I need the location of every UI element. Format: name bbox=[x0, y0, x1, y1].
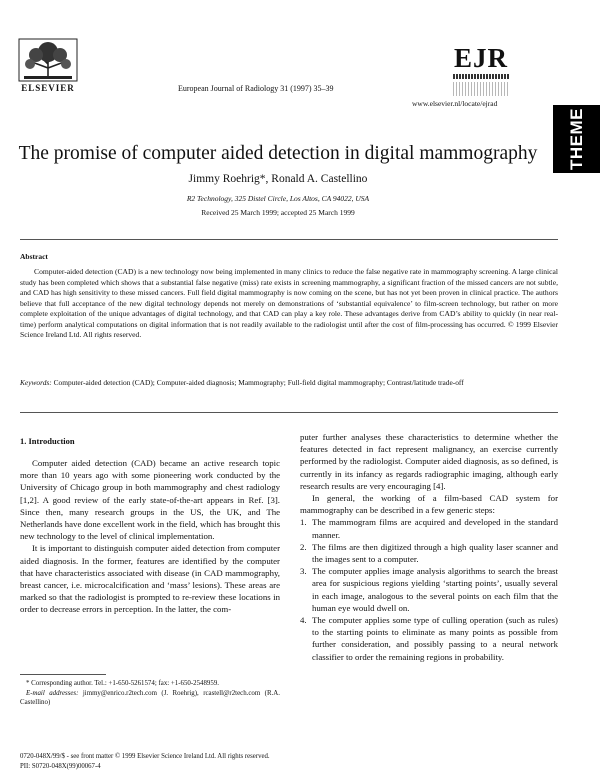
abstract-heading: Abstract bbox=[20, 252, 48, 261]
steps-list bbox=[300, 516, 558, 662]
divider bbox=[20, 412, 558, 413]
list-item bbox=[300, 565, 558, 614]
journal-url[interactable]: www.elsevier.nl/locate/ejrad bbox=[412, 99, 498, 108]
elsevier-tree-icon bbox=[18, 38, 78, 82]
list-item bbox=[300, 516, 558, 540]
journal-citation: European Journal of Radiology 31 (1997) 35–39 bbox=[178, 84, 334, 93]
article-title: The promise of computer aided detection in digital mammography bbox=[18, 143, 538, 164]
left-column bbox=[20, 457, 280, 616]
email-addresses[interactable]: jimmy@enrico.r2tech.com (J. Roehrig), rcastell@r2tech.com (R.A. Castellino) bbox=[20, 689, 280, 706]
list-number: 2. bbox=[300, 541, 307, 552]
journal-logo bbox=[453, 44, 509, 96]
logo-bar bbox=[453, 74, 509, 79]
list-text: The computer applies some type of culling operation (such as rules) to the starting points to eliminate as many points as possible from further consideration, and possibly passing to a neural network classifier to order the remaining regions in probability. bbox=[312, 615, 558, 662]
section-tab bbox=[553, 105, 600, 173]
journal-logo-text: EJR bbox=[453, 43, 508, 73]
author-affiliation: R2 Technology, 325 Distel Circle, Los Altos, CA 94022, USA bbox=[186, 194, 370, 203]
body-paragraph: It is important to distinguish computer aided detection from computer aided diagnosis. In the former, features are identified by the computer that have characteristics associated with disease (in CAD mammography, breast cancer, i.e. microcalcification and ‘mass’ lesions). These areas are marked so that the radiologist is prompted to re-review these locations in order to decrease errors in perception. In the latter, the com- bbox=[20, 543, 280, 615]
right-column bbox=[300, 431, 558, 663]
email-label: E-mail addresses: bbox=[26, 689, 79, 697]
list-number: 1. bbox=[300, 517, 307, 528]
list-text: The films are then digitized through a high quality laser scanner and the images sent to a computer. bbox=[312, 541, 558, 565]
copyright-line: 0720-048X/99/$ - see front matter © 1999 Elsevier Science Ireland Ltd. All rights reserved. bbox=[20, 753, 270, 760]
keywords-text: Computer-aided detection (CAD); Computer-aided diagnosis; Mammography; Full-field digital mammography; Contrast/latitude trade-off bbox=[53, 378, 464, 387]
body-paragraph: Computer aided detection (CAD) became an active research topic more than 10 years ago with some pioneering work conducted by the University of Chicago group in both mammography and chest radiology [1,2]. A good review of the early state-of-the-art appears in Ref. [3]. Since then, many research groups in the US, the UK, and The Netherlands have done excellent work in the field, which has brought this new technology to the level of clinical implementation. bbox=[20, 458, 280, 542]
list-text: The computer applies image analysis algorithms to search the breast area for suspicious regions yielding ‘starting points’, usually several in each image, analogous to the several points on each film that the human eye would dwell on. bbox=[312, 566, 558, 613]
received-dates: Received 25 March 1999; accepted 25 March 1999 bbox=[201, 208, 355, 217]
keywords bbox=[20, 378, 558, 389]
keywords-label: Keywords: bbox=[20, 378, 52, 387]
list-item bbox=[300, 541, 558, 565]
publisher-name: ELSEVIER bbox=[21, 83, 75, 93]
footnote-corresponding: * Corresponding author. Tel.: +1-650-5261574; fax: +1-650-2548959. bbox=[26, 680, 219, 687]
list-item bbox=[300, 614, 558, 663]
article-authors: Jimmy Roehrig*, Ronald A. Castellino bbox=[188, 173, 368, 185]
list-number: 3. bbox=[300, 566, 307, 577]
abstract-body: Computer-aided detection (CAD) is a new technology now being implemented in many clinics to reduce the false negative rate in mammography screening. A large clinical study has been completed which shows that a substantial false negative (miss) rate exists in screening mammography, a significant fraction of the missed cancers are not subtle, and CAD has high sensitivity to these missed cancers. Full field digital mammography is now coming on the scene, but has not yet been proven in clinical practice. The authors believe that full acceptance of the new digital technology depends not merely on demonstrations of ‘substantial equivalence’ to film-screen technology, but rather on more complete exploitation of the unique advantages of digital technology, and that CAD can play a key role. These advantages derive from CAD’s ability to quickly (in near real-time) perform analytical computations on digital information that is not readily available to the radiologist until after the cost of film-processing has occurred. © 1999 Elsevier Science Ireland Ltd. All rights reserved. bbox=[20, 267, 558, 339]
body-paragraph: In general, the working of a film-based CAD system for mammography can be described in a few generic steps: bbox=[300, 493, 558, 516]
logo-pattern bbox=[453, 82, 509, 96]
elsevier-logo bbox=[18, 38, 78, 96]
copyright-footer bbox=[20, 752, 270, 772]
footnote bbox=[20, 679, 280, 708]
section-heading: 1. Introduction bbox=[20, 436, 75, 446]
footnote-email bbox=[20, 689, 280, 708]
pii-line: PII: S0720-048X(99)00067-4 bbox=[20, 763, 101, 770]
list-text: The mammogram films are acquired and developed in the standard manner. bbox=[312, 517, 558, 540]
section-tab-label: THEME bbox=[566, 108, 586, 170]
divider bbox=[20, 239, 558, 240]
body-paragraph: puter further analyses these characteristics to determine whether the features detected in fact represent malignancy, an exercise currently performed by the radiologist. Computer aided diagnosis, as so defined, is currently in its infancy as regards radiographic imaging, although early research results are very encouraging [4]. bbox=[300, 432, 558, 491]
list-number: 4. bbox=[300, 615, 307, 626]
footnote-divider bbox=[20, 674, 106, 675]
